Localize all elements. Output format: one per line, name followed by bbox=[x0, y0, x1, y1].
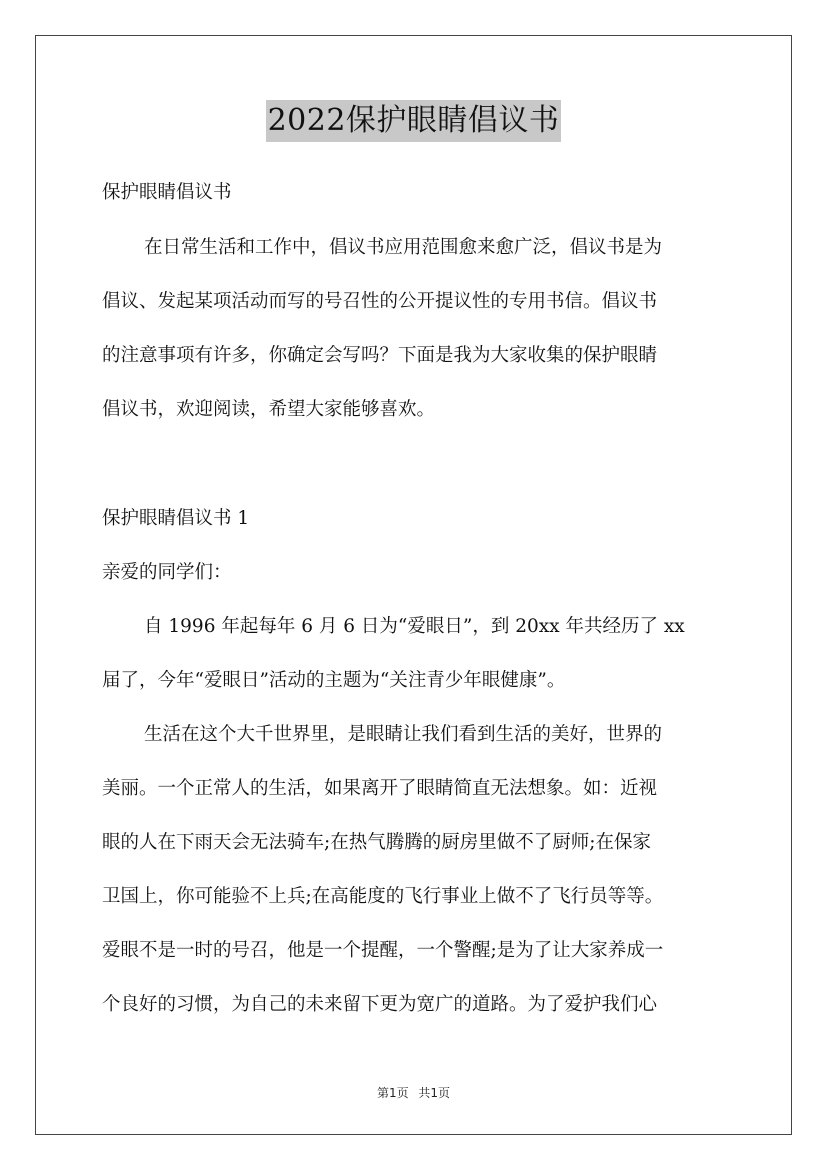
page-total: 共1页 bbox=[418, 1086, 451, 1100]
paragraph-line: 生活在这个大千世界里，是眼睛让我们看到生活的美好，世界的 bbox=[144, 724, 663, 745]
section-heading: 保护眼睛倡议书 bbox=[102, 182, 232, 203]
title-container bbox=[0, 100, 827, 142]
paragraph-line: 届了，今年“爱眼日”活动的主题为“关注青少年眼健康”。 bbox=[102, 670, 566, 691]
paragraph-line: 倡议、发起某项活动而写的号召性的公开提议性的专用书信。倡议书 bbox=[102, 291, 658, 312]
paragraph-line: 自 1996 年起每年 6 月 6 日为“爱眼日”，到 20xx 年共经历了 xx bbox=[144, 616, 685, 637]
document-title: 2022保护眼睛倡议书 bbox=[266, 100, 562, 142]
paragraph-line: 的注意事项有许多，你确定会写吗？下面是我为大家收集的保护眼睛 bbox=[102, 345, 658, 366]
salutation: 亲爱的同学们： bbox=[102, 562, 232, 583]
section-heading: 保护眼睛倡议书 1 bbox=[102, 508, 250, 529]
paragraph-line: 倡议书，欢迎阅读，希望大家能够喜欢。 bbox=[102, 399, 436, 420]
paragraph-line: 眼的人在下雨天会无法骑车;在热气腾腾的厨房里做不了厨师;在保家 bbox=[102, 832, 651, 853]
paragraph-line: 个良好的习惯，为自己的未来留下更为宽广的道路。为了爱护我们心 bbox=[102, 994, 658, 1015]
paragraph-line: 美丽。一个正常人的生活，如果离开了眼睛简直无法想象。如：近视 bbox=[102, 778, 658, 799]
paragraph-line: 爱眼不是一时的号召，他是一个提醒，一个警醒;是为了让大家养成一 bbox=[102, 940, 664, 961]
page-number: 第1页 bbox=[376, 1086, 409, 1100]
paragraph-line: 卫国上，你可能验不上兵;在高能度的飞行事业上做不了飞行员等等。 bbox=[102, 886, 664, 907]
paragraph-line: 在日常生活和工作中，倡议书应用范围愈来愈广泛，倡议书是为 bbox=[144, 237, 663, 258]
page-footer bbox=[0, 1084, 827, 1101]
